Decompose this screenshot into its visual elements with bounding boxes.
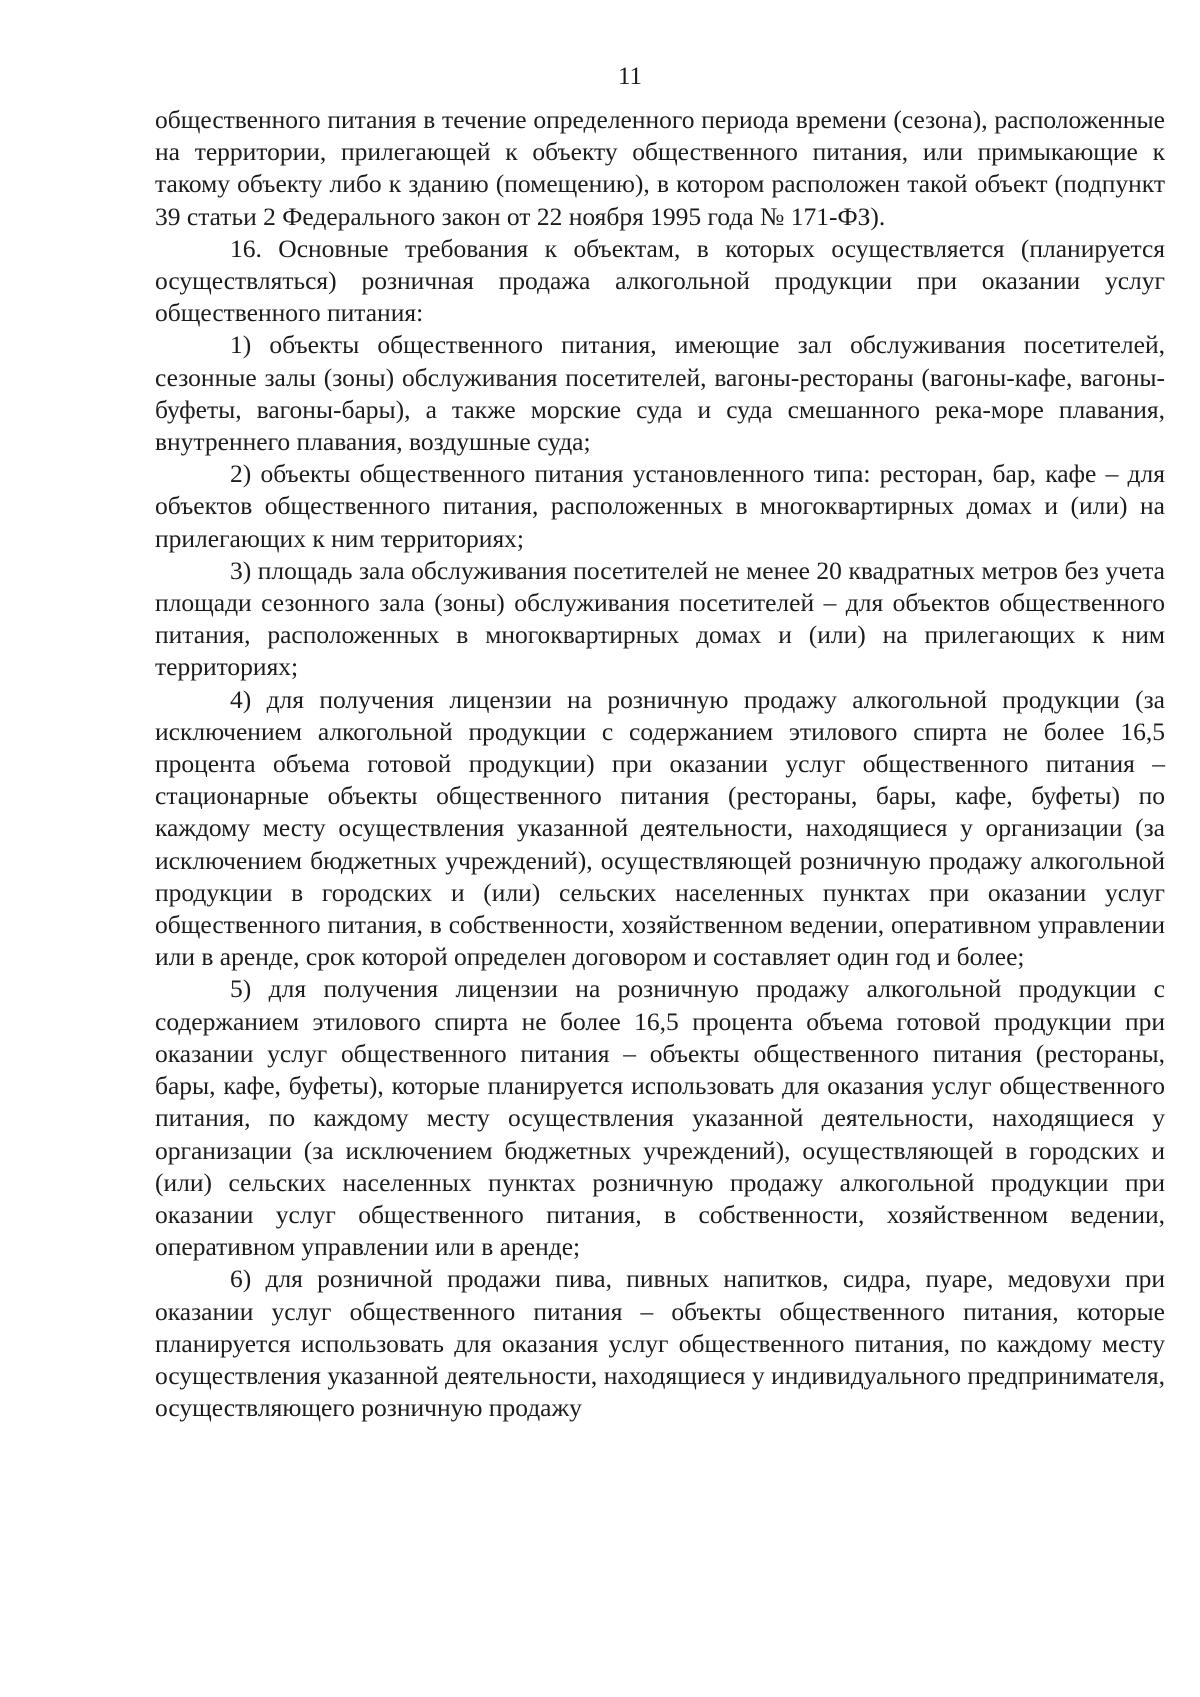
list-item-4: 4) для получения лицензии на розничную продажу алкогольной продукции (за исключением алкогольной продукции с содержанием этилового спирта не более 16,5 процента объема готовой продукции) при оказании услуг общественного питания – стационарные объекты общественного питания (рестораны, бары, кафе, буфеты) по каждому месту осуществления указанной деятельности, находящиеся у организации (за исключением бюджетных учреждений), осуществляющей розничную продажу алкогольной продукции в городских и (или) сельских населенных пунктах при оказании услуг общественного питания, в собственности, хозяйственном ведении, оперативном управлении или в аренде, срок которой определен договором и составляет один год и более; [155,684,1165,972]
paragraph-continuation: общественного питания в течение определенного периода времени (сезона), расположенные на территории, прилегающей к объекту общественного питания, или примыкающие к такому объекту либо к зданию (помещению), в котором расположен такой объект (подпункт 39 статьи 2 Федерального закон от 22 ноября 1995 года № 171-ФЗ). [155,105,1165,231]
list-item-2: 2) объекты общественного питания установленного типа: ресторан, бар, кафе – для объектов общественного питания, расположенных в многоквартирных домах и (или) на прилегающих к ним территориях; [155,459,1165,553]
list-item-5: 5) для получения лицензии на розничную продажу алкогольной продукции с содержанием этилового спирта не более 16,5 процента объема готовой продукции при оказании услуг общественного питания – объекты общественного питания (рестораны, бары, кафе, буфеты), которые планируется использовать для оказания услуг общественного питания, по каждому месту осуществления указанной деятельности, находящиеся у организации (за исключением бюджетных учреждений), осуществляющей в городских и (или) сельских населенных пунктах розничную продажу алкогольной продукции при оказании услуг общественного питания, в собственности, хозяйственном ведении, оперативном управлении или в аренде; [155,974,1165,1262]
document-body [155,104,1165,1424]
page-number: 11 [617,63,643,90]
list-item-6: 6) для розничной продажи пива, пивных напитков, сидра, пуаре, медовухи при оказании услуг общественного питания – объекты общественного питания, которые планируется использовать для оказания услуг общественного питания, по каждому месту осуществления указанной деятельности, находящиеся у индивидуального предпринимателя, осуществляющего розничную продажу [155,1264,1165,1423]
paragraph-section-16: 16. Основные требования к объектам, в которых осуществляется (планируется осуществляться) розничная продажа алкогольной продукции при оказании услуг общественного питания: [155,233,1165,328]
list-item-1: 1) объекты общественного питания, имеющие зал обслуживания посетителей, сезонные залы (зоны) обслуживания посетителей, вагоны-рестораны (вагоны-кафе, вагоны-буфеты, вагоны-бары), а также морские суда и суда смешанного река-море плавания, внутреннего плавания, воздушные суда; [155,330,1165,457]
list-item-3: 3) площадь зала обслуживания посетителей не менее 20 квадратных метров без учета площади сезонного зала (зоны) обслуживания посетителей – для объектов общественного питания, расположенных в многоквартирных домах и (или) на прилегающих к ним территориях; [155,555,1165,682]
